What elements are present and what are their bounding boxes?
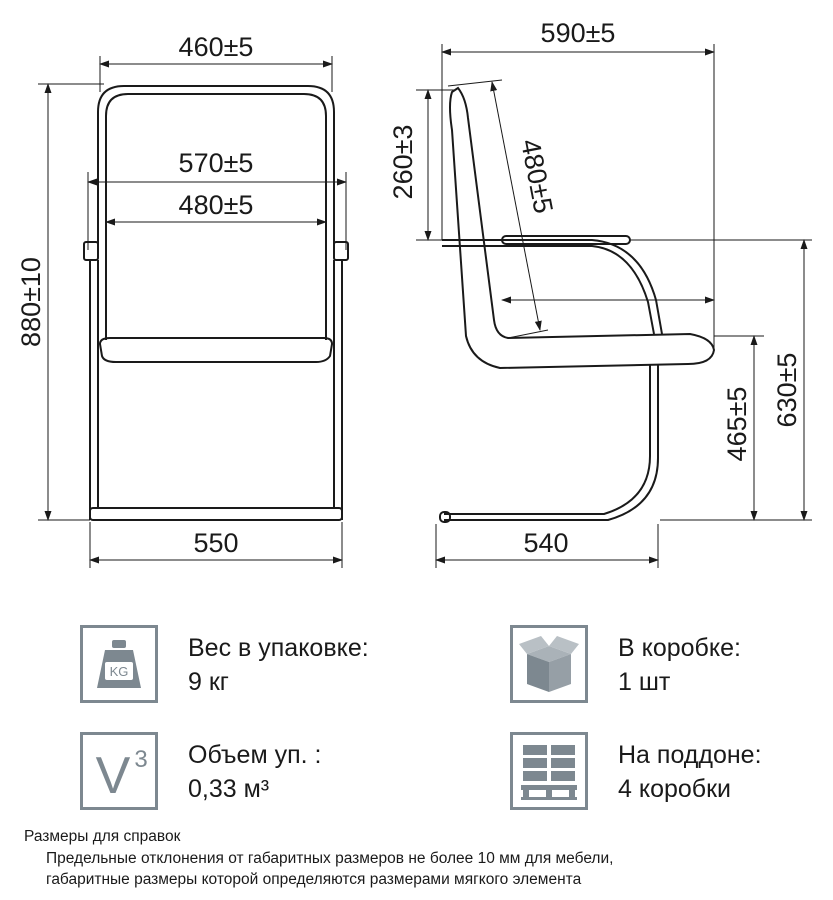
notes-title: Размеры для справок <box>24 828 181 845</box>
spec-pallet <box>510 732 762 810</box>
spec-weight <box>80 625 369 703</box>
front-base-rail <box>90 508 342 520</box>
front-dimensions <box>38 56 346 568</box>
side-cantilever-leg <box>444 364 658 520</box>
box-icon <box>510 625 588 703</box>
dim-side-armrest-height: 630±5 <box>772 352 802 428</box>
spec-volume <box>80 732 321 810</box>
pallet-label: На поддоне: <box>618 741 762 769</box>
front-armrest-left <box>84 242 98 260</box>
svg-text:V: V <box>95 747 131 805</box>
dim-front-height: 880±10 <box>16 257 46 347</box>
dim-side-back-length: 480±5 <box>514 136 559 216</box>
side-view <box>440 88 714 522</box>
weight-value: 9 кг <box>188 668 229 696</box>
dim-side-back-height: 260±3 <box>388 124 418 200</box>
weight-label: Вес в упаковке: <box>188 634 369 662</box>
side-backrest <box>450 88 714 368</box>
side-armrest <box>442 240 662 334</box>
side-dimensions <box>416 44 812 568</box>
pallet-icon <box>510 732 588 810</box>
notes-line-1: Предельные отклонения от габаритных размеров не более 10 мм для мебели, <box>46 850 614 867</box>
box-value: 1 шт <box>618 668 671 696</box>
dim-front-armrest-width: 570±5 <box>178 148 254 178</box>
front-seat <box>100 338 332 362</box>
dim-front-top-width: 460±5 <box>178 32 254 62</box>
svg-text:KG: KG <box>109 664 129 679</box>
front-leg-right <box>334 260 342 520</box>
volume-icon <box>80 732 158 810</box>
volume-value: 0,33 м³ <box>188 775 270 803</box>
weight-icon <box>80 625 158 703</box>
front-leg-left <box>90 260 98 520</box>
box-label: В коробке: <box>618 634 741 662</box>
dim-side-base-depth: 540 <box>523 528 569 558</box>
pallet-value: 4 коробки <box>618 775 732 803</box>
svg-text:3: 3 <box>134 746 148 773</box>
dim-side-depth: 590±5 <box>540 18 616 48</box>
notes-line-2: габаритные размеры которой определяются размерами мягкого элемента <box>46 871 582 888</box>
volume-label: Объем уп. : <box>188 741 322 769</box>
dim-side-seat-height: 465±5 <box>722 386 752 462</box>
dim-front-seat-width: 480±5 <box>178 190 254 220</box>
dim-front-base-width: 550 <box>193 528 239 558</box>
spec-box <box>510 625 741 703</box>
